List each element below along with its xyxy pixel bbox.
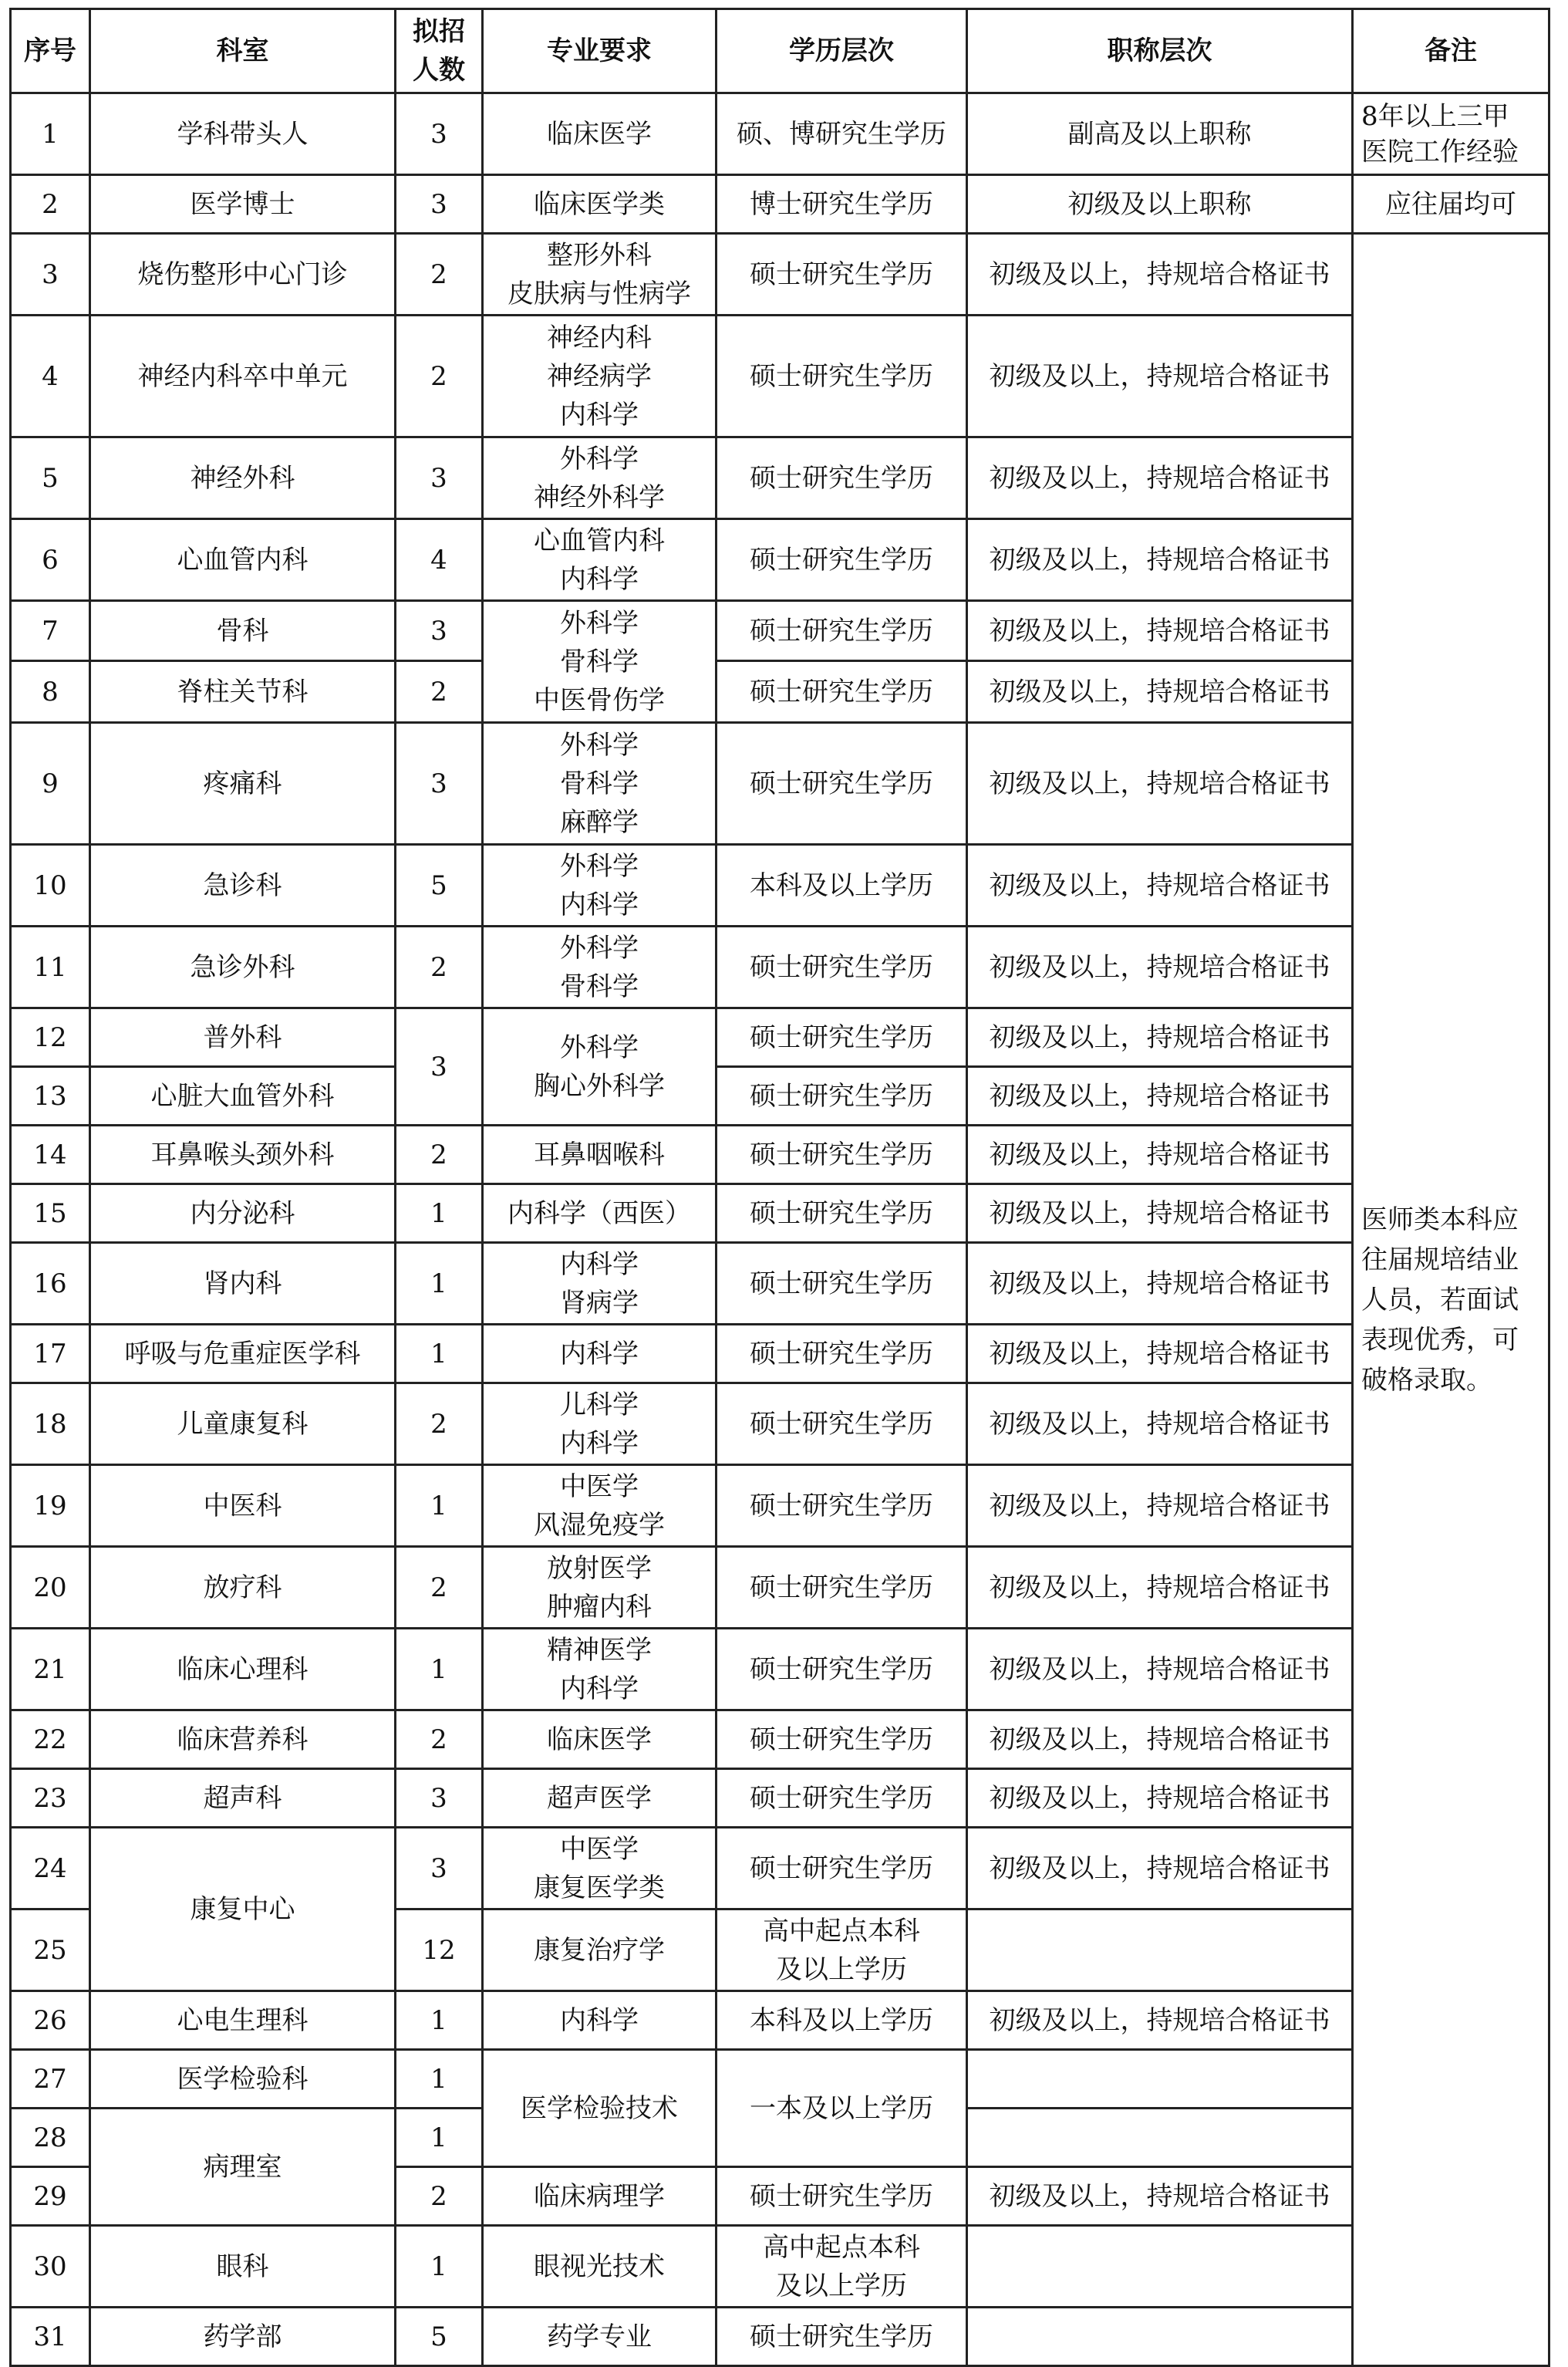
cell-count: 2 (396, 234, 483, 316)
cell-major: 外科学 内科学 (483, 845, 717, 927)
cell-remark-merged: 医师类本科应 往届规培结业 人员，若面试 表现优秀，可 破格录取。 (1353, 234, 1549, 2366)
cell-edu: 硕士研究生学历 (717, 1126, 967, 1184)
table-row (11, 316, 1549, 437)
cell-major: 康复治疗学 (483, 1909, 717, 1991)
cell-title: 副高及以上职称 (967, 93, 1353, 175)
cell-count: 3 (396, 1828, 483, 1909)
cell-count: 2 (396, 927, 483, 1008)
cell-dept: 临床营养科 (90, 1710, 396, 1769)
cell-no: 14 (11, 1126, 90, 1184)
cell-no: 26 (11, 1991, 90, 2050)
cell-dept: 烧伤整形中心门诊 (90, 234, 396, 316)
cell-count: 3 (396, 93, 483, 175)
cell-major: 内科学 (483, 1325, 717, 1383)
cell-dept: 心血管内科 (90, 519, 396, 601)
table-row (11, 437, 1549, 519)
cell-dept: 普外科 (90, 1008, 396, 1067)
cell-title: 初级及以上职称 (967, 175, 1353, 234)
cell-edu: 硕士研究生学历 (717, 2308, 967, 2366)
cell-no: 6 (11, 519, 90, 601)
table-row (11, 2308, 1549, 2366)
cell-no: 4 (11, 316, 90, 437)
table-row (11, 2050, 1549, 2109)
cell-title (967, 2050, 1353, 2109)
cell-count: 3 (396, 175, 483, 234)
cell-edu: 硕士研究生学历 (717, 519, 967, 601)
table-row (11, 1991, 1549, 2050)
cell-title (967, 2109, 1353, 2167)
cell-dept: 骨科 (90, 601, 396, 661)
cell-dept: 急诊外科 (90, 927, 396, 1008)
cell-no: 5 (11, 437, 90, 519)
cell-title: 初级及以上，持规培合格证书 (967, 316, 1353, 437)
cell-title: 初级及以上，持规培合格证书 (967, 1008, 1353, 1067)
cell-count: 1 (396, 1325, 483, 1383)
cell-dept: 儿童康复科 (90, 1383, 396, 1465)
table-row (11, 93, 1549, 175)
cell-edu: 硕士研究生学历 (717, 1547, 967, 1629)
table-row (11, 1769, 1549, 1828)
cell-major: 中医学 风湿免疫学 (483, 1465, 717, 1547)
cell-major: 超声医学 (483, 1769, 717, 1828)
cell-dept-merged: 康复中心 (90, 1828, 396, 1991)
cell-edu: 硕士研究生学历 (717, 601, 967, 661)
cell-edu: 高中起点本科 及以上学历 (717, 2226, 967, 2308)
cell-edu: 硕士研究生学历 (717, 1325, 967, 1383)
cell-count: 1 (396, 2050, 483, 2109)
cell-major: 内科学 (483, 1991, 717, 2050)
cell-count: 1 (396, 1184, 483, 1243)
cell-major: 内科学 肾病学 (483, 1243, 717, 1325)
cell-title: 初级及以上，持规培合格证书 (967, 1126, 1353, 1184)
cell-edu: 硕、博研究生学历 (717, 93, 967, 175)
cell-edu: 硕士研究生学历 (717, 927, 967, 1008)
table-row (11, 1828, 1549, 1909)
table-row (11, 1126, 1549, 1184)
table-row (11, 1184, 1549, 1243)
cell-no: 2 (11, 175, 90, 234)
table-row (11, 723, 1549, 845)
cell-edu: 本科及以上学历 (717, 845, 967, 927)
cell-count: 4 (396, 519, 483, 601)
cell-major: 外科学 骨科学 (483, 927, 717, 1008)
cell-major: 外科学 骨科学 麻醉学 (483, 723, 717, 845)
cell-title: 初级及以上，持规培合格证书 (967, 1547, 1353, 1629)
cell-count: 3 (396, 601, 483, 661)
cell-major: 外科学 神经外科学 (483, 437, 717, 519)
cell-edu: 硕士研究生学历 (717, 1465, 967, 1547)
cell-title: 初级及以上，持规培合格证书 (967, 1184, 1353, 1243)
cell-major: 内科学（西医） (483, 1184, 717, 1243)
cell-edu: 硕士研究生学历 (717, 2167, 967, 2226)
cell-no: 13 (11, 1067, 90, 1126)
cell-major: 药学专业 (483, 2308, 717, 2366)
table-row (11, 927, 1549, 1008)
cell-dept: 心脏大血管外科 (90, 1067, 396, 1126)
cell-no: 16 (11, 1243, 90, 1325)
cell-dept: 中医科 (90, 1465, 396, 1547)
cell-count: 3 (396, 1769, 483, 1828)
cell-major: 临床病理学 (483, 2167, 717, 2226)
recruitment-table (9, 8, 1550, 2367)
table-row (11, 1067, 1549, 1126)
col-header-remark: 备注 (1353, 9, 1549, 93)
cell-dept: 医学检验科 (90, 2050, 396, 2109)
cell-edu: 硕士研究生学历 (717, 316, 967, 437)
table-row (11, 1383, 1549, 1465)
cell-major-merged: 外科学 骨科学 中医骨伤学 (483, 601, 717, 723)
cell-edu: 硕士研究生学历 (717, 1710, 967, 1769)
cell-no: 21 (11, 1629, 90, 1710)
cell-title: 初级及以上，持规培合格证书 (967, 1243, 1353, 1325)
cell-count: 2 (396, 1547, 483, 1629)
table-row (11, 175, 1549, 234)
table-row (11, 1629, 1549, 1710)
cell-count: 1 (396, 1629, 483, 1710)
cell-title: 初级及以上，持规培合格证书 (967, 1325, 1353, 1383)
cell-title: 初级及以上，持规培合格证书 (967, 1828, 1353, 1909)
cell-title: 初级及以上，持规培合格证书 (967, 1769, 1353, 1828)
cell-count: 12 (396, 1909, 483, 1991)
cell-dept: 学科带头人 (90, 93, 396, 175)
cell-dept: 耳鼻喉头颈外科 (90, 1126, 396, 1184)
cell-count: 2 (396, 661, 483, 723)
table-row (11, 1325, 1549, 1383)
cell-no: 28 (11, 2109, 90, 2167)
cell-dept: 疼痛科 (90, 723, 396, 845)
cell-remark: 应往届均可 (1353, 175, 1549, 234)
cell-title (967, 1909, 1353, 1991)
cell-count: 1 (396, 2226, 483, 2308)
cell-edu: 硕士研究生学历 (717, 1769, 967, 1828)
cell-no: 10 (11, 845, 90, 927)
cell-no: 27 (11, 2050, 90, 2109)
cell-count: 1 (396, 1991, 483, 2050)
table-row (11, 601, 1549, 661)
cell-edu: 高中起点本科 及以上学历 (717, 1909, 967, 1991)
table-row (11, 1547, 1549, 1629)
cell-count: 5 (396, 2308, 483, 2366)
cell-dept-merged: 病理室 (90, 2109, 396, 2226)
cell-no: 31 (11, 2308, 90, 2366)
cell-count: 3 (396, 723, 483, 845)
cell-title: 初级及以上，持规培合格证书 (967, 1067, 1353, 1126)
cell-edu: 硕士研究生学历 (717, 1067, 967, 1126)
cell-dept: 超声科 (90, 1769, 396, 1828)
cell-no: 18 (11, 1383, 90, 1465)
cell-count: 2 (396, 316, 483, 437)
cell-edu: 硕士研究生学历 (717, 437, 967, 519)
cell-dept: 医学博士 (90, 175, 396, 234)
cell-major: 神经内科 神经病学 内科学 (483, 316, 717, 437)
table-row (11, 234, 1549, 316)
cell-major: 整形外科 皮肤病与性病学 (483, 234, 717, 316)
cell-edu: 硕士研究生学历 (717, 1184, 967, 1243)
cell-no: 19 (11, 1465, 90, 1547)
cell-no: 15 (11, 1184, 90, 1243)
cell-edu: 硕士研究生学历 (717, 234, 967, 316)
cell-title: 初级及以上，持规培合格证书 (967, 519, 1353, 601)
cell-count: 3 (396, 437, 483, 519)
cell-remark: 8年以上三甲 医院工作经验 (1353, 93, 1549, 175)
cell-edu: 硕士研究生学历 (717, 1828, 967, 1909)
cell-dept: 呼吸与危重症医学科 (90, 1325, 396, 1383)
cell-major: 临床医学 (483, 1710, 717, 1769)
cell-title: 初级及以上，持规培合格证书 (967, 661, 1353, 723)
cell-count: 1 (396, 1243, 483, 1325)
cell-no: 20 (11, 1547, 90, 1629)
cell-count: 2 (396, 1126, 483, 1184)
cell-major: 心血管内科 内科学 (483, 519, 717, 601)
cell-major: 耳鼻咽喉科 (483, 1126, 717, 1184)
cell-title: 初级及以上，持规培合格证书 (967, 1465, 1353, 1547)
header-row (11, 9, 1549, 93)
cell-edu: 硕士研究生学历 (717, 1383, 967, 1465)
cell-dept: 临床心理科 (90, 1629, 396, 1710)
cell-title: 初级及以上，持规培合格证书 (967, 234, 1353, 316)
cell-edu: 硕士研究生学历 (717, 723, 967, 845)
cell-no: 11 (11, 927, 90, 1008)
cell-dept: 神经外科 (90, 437, 396, 519)
cell-no: 17 (11, 1325, 90, 1383)
cell-dept: 眼科 (90, 2226, 396, 2308)
cell-edu-merged: 一本及以上学历 (717, 2050, 967, 2167)
table-row (11, 519, 1549, 601)
cell-dept: 药学部 (90, 2308, 396, 2366)
cell-title: 初级及以上，持规培合格证书 (967, 927, 1353, 1008)
cell-count-merged: 3 (396, 1008, 483, 1126)
cell-count: 2 (396, 1710, 483, 1769)
cell-no: 8 (11, 661, 90, 723)
cell-count: 5 (396, 845, 483, 927)
cell-count: 2 (396, 1383, 483, 1465)
col-header-dept: 科室 (90, 9, 396, 93)
cell-no: 7 (11, 601, 90, 661)
cell-title: 初级及以上，持规培合格证书 (967, 723, 1353, 845)
cell-title (967, 2308, 1353, 2366)
cell-dept: 内分泌科 (90, 1184, 396, 1243)
cell-no: 3 (11, 234, 90, 316)
cell-title: 初级及以上，持规培合格证书 (967, 1383, 1353, 1465)
cell-no: 29 (11, 2167, 90, 2226)
cell-count: 1 (396, 2109, 483, 2167)
cell-no: 9 (11, 723, 90, 845)
cell-dept: 肾内科 (90, 1243, 396, 1325)
col-header-title: 职称层次 (967, 9, 1353, 93)
cell-dept: 心电生理科 (90, 1991, 396, 2050)
cell-count: 2 (396, 2167, 483, 2226)
table-row (11, 1710, 1549, 1769)
cell-edu: 硕士研究生学历 (717, 1629, 967, 1710)
cell-major: 临床医学类 (483, 175, 717, 234)
cell-major: 眼视光技术 (483, 2226, 717, 2308)
cell-major-merged: 医学检验技术 (483, 2050, 717, 2167)
table-row (11, 1243, 1549, 1325)
cell-no: 23 (11, 1769, 90, 1828)
cell-title: 初级及以上，持规培合格证书 (967, 1991, 1353, 2050)
col-header-edu: 学历层次 (717, 9, 967, 93)
cell-title: 初级及以上，持规培合格证书 (967, 437, 1353, 519)
cell-no: 30 (11, 2226, 90, 2308)
cell-title: 初级及以上，持规培合格证书 (967, 1629, 1353, 1710)
cell-major: 放射医学 肿瘤内科 (483, 1547, 717, 1629)
cell-edu: 博士研究生学历 (717, 175, 967, 234)
col-header-major: 专业要求 (483, 9, 717, 93)
cell-dept: 急诊科 (90, 845, 396, 927)
cell-dept: 放疗科 (90, 1547, 396, 1629)
cell-title: 初级及以上，持规培合格证书 (967, 1710, 1353, 1769)
table-row (11, 1465, 1549, 1547)
cell-dept: 神经内科卒中单元 (90, 316, 396, 437)
cell-title: 初级及以上，持规培合格证书 (967, 601, 1353, 661)
cell-edu: 硕士研究生学历 (717, 1008, 967, 1067)
cell-major: 中医学 康复医学类 (483, 1828, 717, 1909)
cell-edu: 硕士研究生学历 (717, 661, 967, 723)
cell-no: 25 (11, 1909, 90, 1991)
col-header-no: 序号 (11, 9, 90, 93)
cell-major: 临床医学 (483, 93, 717, 175)
table-row (11, 661, 1549, 723)
cell-edu: 硕士研究生学历 (717, 1243, 967, 1325)
table-row (11, 1008, 1549, 1067)
cell-major: 儿科学 内科学 (483, 1383, 717, 1465)
cell-dept: 脊柱关节科 (90, 661, 396, 723)
cell-major-merged: 外科学 胸心外科学 (483, 1008, 717, 1126)
cell-title: 初级及以上，持规培合格证书 (967, 845, 1353, 927)
cell-title: 初级及以上，持规培合格证书 (967, 2167, 1353, 2226)
cell-no: 24 (11, 1828, 90, 1909)
cell-no: 22 (11, 1710, 90, 1769)
table-row (11, 2226, 1549, 2308)
cell-no: 12 (11, 1008, 90, 1067)
cell-major: 精神医学 内科学 (483, 1629, 717, 1710)
cell-no: 1 (11, 93, 90, 175)
cell-edu: 本科及以上学历 (717, 1991, 967, 2050)
cell-title (967, 2226, 1353, 2308)
cell-count: 1 (396, 1465, 483, 1547)
col-header-count: 拟招 人数 (396, 9, 483, 93)
table-row (11, 845, 1549, 927)
